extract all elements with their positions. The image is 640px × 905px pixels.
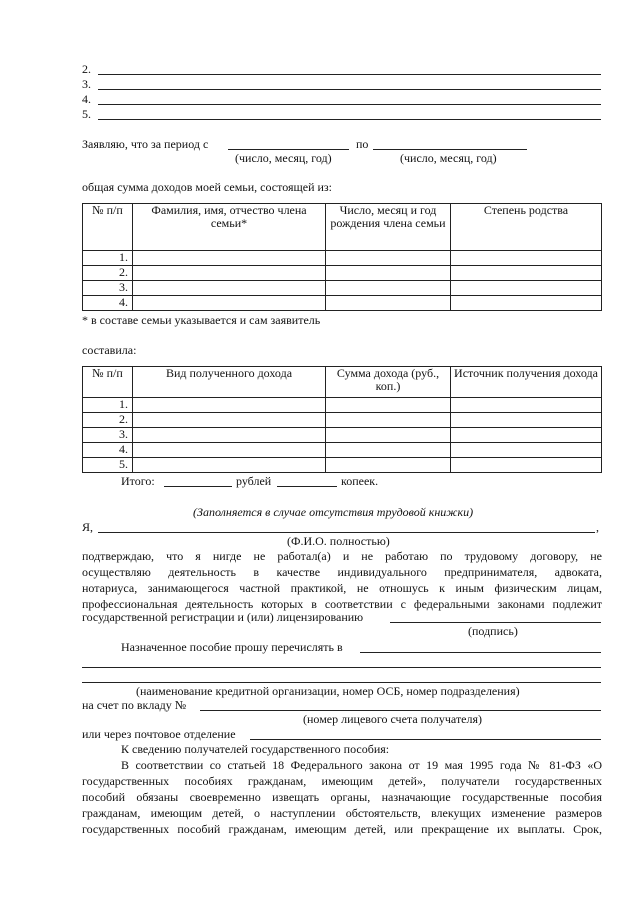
row-number: 1. bbox=[83, 398, 133, 413]
notice-title: К сведению получателей государственного пособия: bbox=[121, 742, 390, 756]
column-header: Вид полученного дохода bbox=[133, 367, 326, 398]
section-title: (Заполняется в случае отсутствия трудовой книжки) bbox=[193, 505, 474, 519]
fio-hint: (Ф.И.О. полностью) bbox=[287, 534, 390, 548]
table-cell[interactable] bbox=[133, 413, 326, 428]
line-number: 3. bbox=[82, 77, 91, 91]
row-number: 3. bbox=[83, 281, 133, 296]
table-cell[interactable] bbox=[133, 398, 326, 413]
table-cell[interactable] bbox=[451, 458, 602, 473]
text-line: подтверждаю, что я нигде не работал(а) и не работаю по трудовому договору, не bbox=[82, 549, 602, 563]
row-number: 2. bbox=[83, 266, 133, 281]
table-cell[interactable] bbox=[326, 398, 451, 413]
row-number: 3. bbox=[83, 428, 133, 443]
fill-line[interactable] bbox=[98, 89, 601, 90]
table-cell[interactable] bbox=[451, 296, 602, 311]
line-number: 4. bbox=[82, 92, 91, 106]
fill-line[interactable] bbox=[98, 104, 601, 105]
period-from-hint: (число, месяц, год) bbox=[235, 151, 332, 165]
text-line: пособий обязаны своевременно извещать органы, назначающие государственные пособия bbox=[82, 790, 602, 804]
total-rub-label: рублей bbox=[236, 474, 272, 488]
row-number: 4. bbox=[83, 443, 133, 458]
notice-text bbox=[82, 757, 602, 837]
transfer-text: Назначенное пособие прошу перечислять в bbox=[121, 640, 343, 654]
row-number: 2. bbox=[83, 413, 133, 428]
total-rub-field[interactable] bbox=[164, 486, 232, 487]
table-cell[interactable] bbox=[133, 281, 326, 296]
bank-field-line[interactable] bbox=[82, 682, 601, 683]
period-to-hint: (число, месяц, год) bbox=[400, 151, 497, 165]
table-cell[interactable] bbox=[133, 266, 326, 281]
period-to-field[interactable] bbox=[373, 149, 527, 150]
column-header: Сумма дохода (руб., коп.) bbox=[326, 367, 451, 398]
bank-field[interactable] bbox=[360, 652, 601, 653]
post-field[interactable] bbox=[250, 739, 601, 740]
column-header: Источник получения дохода bbox=[451, 367, 602, 398]
line-number: 5. bbox=[82, 107, 91, 121]
table-header-row bbox=[83, 204, 602, 251]
total-label: Итого: bbox=[121, 474, 155, 488]
row-number: 1. bbox=[83, 251, 133, 266]
family-intro: общая сумма доходов моей семьи, состоящей из: bbox=[82, 180, 332, 194]
line-number: 2. bbox=[82, 62, 91, 76]
text-line: профессиональная деятельность которых в соответствии с федеральными законами подлежит bbox=[82, 597, 602, 611]
period-from-field[interactable] bbox=[228, 149, 349, 150]
table-cell[interactable] bbox=[326, 458, 451, 473]
table-cell[interactable] bbox=[451, 281, 602, 296]
table-cell[interactable] bbox=[326, 281, 451, 296]
column-header: Фамилия, имя, отчество члена семьи* bbox=[133, 204, 326, 251]
declaration-i-label: Я, bbox=[82, 520, 94, 534]
account-hint: (номер лицевого счета получателя) bbox=[303, 712, 483, 726]
row-number: 4. bbox=[83, 296, 133, 311]
period-middle: по bbox=[356, 137, 369, 151]
table-row bbox=[83, 281, 602, 296]
declaration-text bbox=[82, 548, 602, 612]
column-header: № п/п bbox=[83, 204, 133, 251]
bank-field-line[interactable] bbox=[82, 667, 601, 668]
text-line: осуществляю деятельность в качестве индивидуального предпринимателя, адвоката, bbox=[82, 565, 602, 579]
table-row bbox=[83, 296, 602, 311]
table-cell[interactable] bbox=[326, 266, 451, 281]
table-cell[interactable] bbox=[451, 443, 602, 458]
signature-hint: (подпись) bbox=[468, 624, 518, 638]
account-field[interactable] bbox=[200, 710, 601, 711]
table-header-row bbox=[83, 367, 602, 398]
table-row bbox=[83, 428, 602, 443]
composed-label: составила: bbox=[82, 343, 137, 357]
family-footnote: * в составе семьи указывается и сам заявитель bbox=[82, 313, 321, 327]
text-line: нотариуса, занимающегося частной практикой, не отношусь к иным физическим лицам, bbox=[82, 581, 602, 595]
table-cell[interactable] bbox=[451, 428, 602, 443]
income-table bbox=[82, 366, 602, 473]
fill-line[interactable] bbox=[98, 74, 601, 75]
fill-line[interactable] bbox=[98, 119, 601, 120]
text-line: гражданам, имеющим детей, о наступлении обстоятельств, влекущих изменение размеров bbox=[82, 806, 602, 820]
declaration-comma: , bbox=[596, 520, 599, 534]
table-cell[interactable] bbox=[133, 296, 326, 311]
table-cell[interactable] bbox=[326, 443, 451, 458]
post-label: или через почтовое отделение bbox=[82, 727, 236, 741]
family-table bbox=[82, 203, 602, 311]
text-line: государственных пособий гражданам, имеющим детей, или прекращение их выплаты. Срок, bbox=[82, 822, 602, 836]
total-kop-field[interactable] bbox=[277, 486, 337, 487]
table-row bbox=[83, 413, 602, 428]
table-row bbox=[83, 251, 602, 266]
table-cell[interactable] bbox=[451, 398, 602, 413]
table-cell[interactable] bbox=[451, 266, 602, 281]
fio-field[interactable] bbox=[98, 532, 595, 533]
table-row bbox=[83, 266, 602, 281]
org-hint: (наименование кредитной организации, номер ОСБ, номер подразделения) bbox=[136, 684, 520, 698]
text-line: государственных пособиях гражданам, имеющим детей», получатели государственных bbox=[82, 774, 602, 788]
account-label: на счет по вкладу № bbox=[82, 698, 187, 712]
table-row bbox=[83, 443, 602, 458]
declaration-last-line: государственной регистрации и (или) лицензированию bbox=[82, 610, 364, 624]
table-cell[interactable] bbox=[326, 251, 451, 266]
total-kop-label: копеек. bbox=[341, 474, 379, 488]
table-cell[interactable] bbox=[133, 443, 326, 458]
table-cell[interactable] bbox=[326, 428, 451, 443]
column-header: № п/п bbox=[83, 367, 133, 398]
table-row bbox=[83, 458, 602, 473]
signature-field[interactable] bbox=[390, 622, 601, 623]
table-cell[interactable] bbox=[451, 251, 602, 266]
column-header: Число, месяц и год рождения члена семьи bbox=[326, 204, 451, 251]
table-cell[interactable] bbox=[451, 413, 602, 428]
table-cell[interactable] bbox=[326, 296, 451, 311]
table-cell[interactable] bbox=[326, 413, 451, 428]
period-prefix: Заявляю, что за период с bbox=[82, 137, 209, 151]
table-cell[interactable] bbox=[133, 428, 326, 443]
table-cell[interactable] bbox=[133, 251, 326, 266]
table-cell[interactable] bbox=[133, 458, 326, 473]
row-number: 5. bbox=[83, 458, 133, 473]
text-line: В соответствии со статьей 18 Федерального закона от 19 мая 1995 года № 81-ФЗ «О bbox=[121, 758, 602, 772]
column-header: Степень родства bbox=[451, 204, 602, 251]
table-row bbox=[83, 398, 602, 413]
